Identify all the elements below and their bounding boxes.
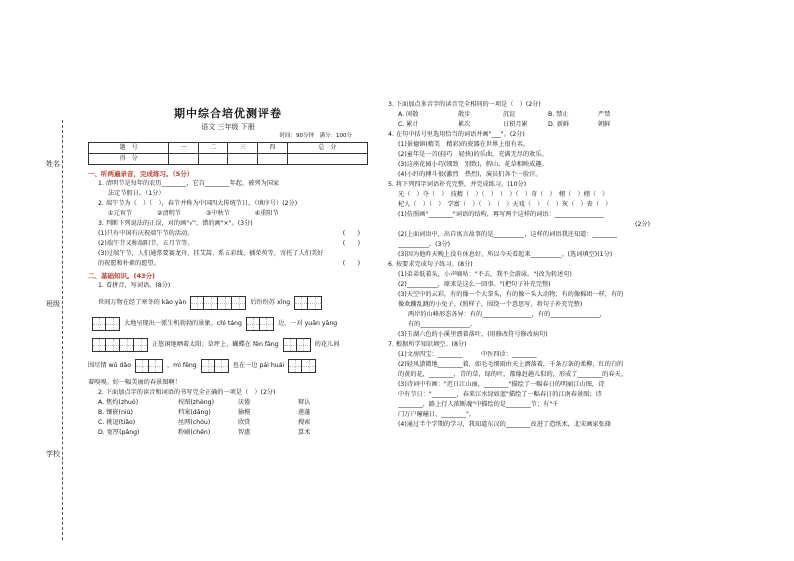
question-text: (3)因为他昨天晚上没有休息好，所以今天看起来__________。(选词填空)(1分) bbox=[398, 251, 613, 258]
question-text: (1)弟弟低着头，小声嘀咕："不去，我不会游泳。"(改为转述句) bbox=[398, 271, 572, 278]
writing-boxes[interactable] bbox=[288, 359, 316, 373]
option-row bbox=[88, 418, 368, 428]
option-item: 粉刷(chēn) bbox=[178, 429, 211, 436]
question-text: 门万户曈曈日，________"。 bbox=[398, 411, 476, 418]
question-text: (4)通过半个学期的学习，我知道东汉的________改进了造纸术，北宋画家张择 bbox=[398, 421, 611, 428]
option-item: 档案(dǎng) bbox=[178, 409, 211, 416]
idiom-fill-row[interactable]: 光（ ）夺（ ） 技精（ ）（ ） （ ）（ ）奇（ ） 栩（ ）栩（ ） bbox=[398, 191, 609, 198]
writing-boxes[interactable] bbox=[92, 317, 120, 331]
right-column bbox=[388, 100, 658, 430]
binding-strip bbox=[38, 120, 74, 540]
judge-answer[interactable]: ( ) bbox=[342, 260, 360, 267]
option-item: 散步 bbox=[458, 111, 471, 118]
question-text: (2)__________，原来是这么一回事。"(把句子补充完整) bbox=[398, 281, 551, 288]
score-cell: 得 分 bbox=[89, 154, 169, 165]
question-text: (2)轻风潇微地________着，如毛毛细雨由天上洒落着，千条万条的柔柳，红的白的 bbox=[398, 361, 624, 368]
question-text: 2. 下面加点字的读音和词语的书写完全正确的一项是（ ）(2分) bbox=[98, 389, 276, 396]
question-text: (1)文房四宝：________ 中医四诊：________ bbox=[398, 351, 537, 358]
option-item: 辩认 bbox=[298, 399, 311, 406]
score-cell: 四 bbox=[258, 143, 288, 154]
question-text: 着嗅嗅。好一幅美丽的春景图啊！ bbox=[88, 379, 181, 386]
score-table-header-row bbox=[89, 143, 368, 154]
judge-item bbox=[88, 259, 368, 269]
option-item: D. 宽厚(pāng) bbox=[98, 429, 140, 436]
left-column bbox=[88, 100, 368, 438]
writing-boxes[interactable] bbox=[201, 359, 229, 373]
option-item: 朝鲜 bbox=[598, 121, 611, 128]
question-text: 4. 在句中括号里选用恰当的词语并画"___"。(2分) bbox=[388, 131, 525, 138]
question-text: (1)景德镇(精美 精彩)的瓷器在世界上很有名。 bbox=[398, 141, 530, 148]
score-input-cell[interactable] bbox=[287, 154, 367, 165]
question-text: 1. 看拼音，写词语。(8分) bbox=[98, 282, 171, 289]
option-item: 丝网(chóu) bbox=[178, 419, 211, 426]
option-item: 莲蓬 bbox=[298, 409, 311, 416]
pinyin-row bbox=[88, 336, 368, 354]
judge-answer[interactable]: ( ) bbox=[342, 230, 360, 237]
score-cell: 三 bbox=[228, 143, 258, 154]
pinyin-text: 后纷纷苏 xǐng bbox=[250, 299, 291, 306]
pinyin-text: 世间万物在经了寒冬的 kào yàn bbox=[98, 299, 187, 306]
pinyin-row bbox=[88, 357, 368, 375]
question-text: 1. 清明节是每年的农历________，它自________年起，被列为国家 bbox=[98, 180, 280, 187]
question-options: ①元宵节 ②清明节 ③中秋节 ④重阳节 bbox=[108, 210, 279, 217]
question-text: 中有节日："________，春来江水绿如蓝"描绘了一幅春日的江南春景图；诗 bbox=[398, 391, 602, 398]
option-item: 搜索 bbox=[298, 419, 311, 426]
option-row bbox=[388, 110, 658, 120]
score-input-cell[interactable] bbox=[258, 154, 288, 165]
judge-text: 的祝愿和朴素的愿望。 bbox=[98, 260, 160, 267]
question-text: __________。(3分) bbox=[398, 241, 451, 248]
question-text: (2)上面词语中，出自寓言故事的是__________，这样的词语我还知道：________ bbox=[398, 231, 618, 238]
question-text: 7. 根据所学知识填空。(8分) bbox=[388, 341, 467, 348]
pinyin-text: 大地呈现出一派生机勃勃的景象。chì táng bbox=[124, 320, 242, 327]
question-text: (3)玉湖六色的小溪里漂着落叶。(用修改符号修改病句) bbox=[398, 331, 548, 338]
question-text: 2. 端午节为（ ）（ ），春节并称为中国四大传统节日。（填序号）(2分) bbox=[98, 200, 298, 207]
pinyin-text: 的花儿间 bbox=[314, 341, 340, 348]
option-item: A. 焦灼(zhuó) bbox=[98, 399, 139, 406]
question-text: 3. 下面加点多音字的读音完全相同的一项是（ ）(2分) bbox=[388, 101, 541, 108]
score-table bbox=[88, 142, 368, 165]
page-subtitle: 语文 三年级 下册 bbox=[201, 123, 255, 131]
writing-boxes[interactable] bbox=[246, 317, 274, 331]
question-text: 有的________________。 bbox=[408, 321, 477, 328]
option-item: 智惠 bbox=[238, 429, 251, 436]
writing-boxes[interactable] bbox=[92, 338, 148, 352]
option-row bbox=[88, 398, 368, 408]
question-text: 法定节假日。（1分） bbox=[108, 190, 165, 197]
question-text: (1)仿照画"________"词语的结构，再写两个这样的词语：________________ bbox=[398, 211, 605, 218]
exam-meta: 时间：90分钟 满分：100分 bbox=[279, 133, 352, 139]
option-item: B. 镶嵌(niù) bbox=[98, 409, 133, 416]
binding-name-label: 姓名 bbox=[46, 160, 60, 168]
question-text: (3)这座花园小巧(细致 别致)，假山、花草相映成趣。 bbox=[398, 161, 548, 168]
option-item: 偷模 bbox=[238, 409, 251, 416]
score-table-score-row bbox=[89, 154, 368, 165]
writing-boxes[interactable] bbox=[190, 296, 246, 310]
question-text: (3)天空中的云彩，有的像一个大拳头，有的像一头大动物；有的像棉团一样，有的 bbox=[398, 291, 624, 298]
option-item: 按图(zhèng) bbox=[178, 399, 215, 406]
judge-answer[interactable]: ( ) bbox=[342, 240, 360, 247]
score-cell: 题 号 bbox=[89, 143, 169, 154]
page-title: 期中综合培优测评卷 bbox=[174, 107, 282, 120]
question-text: 的黄的花，________，青的草，绿的叶，都像赶趟儿似的，形成了________的春天。 bbox=[398, 371, 627, 378]
binding-school-label: 学校 bbox=[46, 450, 60, 458]
option-item: 算术 bbox=[298, 429, 311, 436]
score-input-cell[interactable] bbox=[198, 154, 228, 165]
question-text: (3)诗词中有画："迟日江山丽，________"描绘了一幅春日的明丽江山图，诗 bbox=[398, 381, 605, 388]
pinyin-text: 边，一对 yuān yāng bbox=[277, 320, 338, 327]
option-item: D. 新鲜 bbox=[548, 121, 570, 128]
score-cell: 总 分 bbox=[287, 143, 367, 154]
section-two-title: 二、基础知识。(43分) bbox=[88, 272, 155, 280]
option-item: 日积月累 bbox=[503, 121, 528, 128]
option-item: C. 挑逗(tiǎo) bbox=[98, 419, 136, 426]
writing-boxes[interactable] bbox=[283, 338, 311, 352]
option-item: 严禁 bbox=[598, 111, 611, 118]
question-text: (2)童年是一首(轻巧 轻快)的乐曲，充满无尽的欢乐。 bbox=[398, 151, 548, 158]
question-text: 3. 判断下列说法的正误，对的画"√"，错的画"×"。(3分) bbox=[98, 220, 253, 227]
question-text: ________，路上行人欲断魂"中描绘的是________节；有"千 bbox=[398, 401, 559, 408]
writing-boxes[interactable] bbox=[294, 296, 322, 310]
judge-text: (1)只有中国有庆祝端午节的活动。 bbox=[98, 230, 194, 237]
points-label: (2分) bbox=[635, 221, 650, 228]
pinyin-text: 围尽情 wǔ dǎo bbox=[88, 362, 131, 369]
pinyin-text: 正悠闲地晒着太阳；草坪上，蝴蝶在 fēn fāng bbox=[152, 341, 279, 348]
judge-item bbox=[88, 239, 368, 249]
option-item: C. 累计 bbox=[398, 121, 419, 128]
question-text: 像欢蹦乱跳的小兔子。(照样子，围绕一个意思写，将句子补充完整) bbox=[398, 301, 583, 308]
section-one-title: 一、听两遍录音，完成练习。（5分） bbox=[88, 170, 194, 178]
option-item: 沉淀 bbox=[503, 111, 516, 118]
pinyin-text: 也在一边 pái huái bbox=[232, 362, 285, 369]
judge-text: (2)端午节又称端阳节、五月节等。 bbox=[98, 240, 194, 247]
score-cell: 一 bbox=[169, 143, 199, 154]
idiom-fill-row[interactable]: 杞人（ ）（ ） 学富（ ）（ ） （ ）天戏（ ） （ ）灰（ ）丧（ ） bbox=[398, 201, 612, 208]
question-text: 6. 按要求完成句子练习。(8分) bbox=[388, 261, 473, 268]
score-input-cell[interactable] bbox=[228, 154, 258, 165]
pinyin-text: ，mì fēng bbox=[166, 362, 197, 369]
option-row bbox=[88, 408, 368, 418]
judge-item bbox=[88, 229, 368, 239]
pinyin-row bbox=[88, 315, 368, 333]
option-item: 累次 bbox=[458, 121, 471, 128]
pinyin-row bbox=[88, 294, 368, 312]
option-item: A. 闲散 bbox=[398, 111, 419, 118]
binding-class-label: 班级 bbox=[46, 300, 60, 308]
option-row bbox=[388, 120, 658, 130]
option-item: B. 禁止 bbox=[548, 111, 569, 118]
question-text: 5. 将下列四字词语补充完整，并完成练习。(10分) bbox=[388, 181, 527, 188]
writing-boxes[interactable] bbox=[135, 359, 163, 373]
judge-text: (3)过端午节，人们通常要赛龙舟、挂艾蒿、系五彩线、插茱萸等，寄托了人们美好 bbox=[98, 250, 324, 257]
option-item: 欣赏 bbox=[238, 419, 251, 426]
score-input-cell[interactable] bbox=[169, 154, 199, 165]
binding-line bbox=[62, 120, 63, 540]
option-row bbox=[88, 428, 368, 438]
score-cell: 二 bbox=[198, 143, 228, 154]
option-item: 厌倦 bbox=[238, 399, 251, 406]
question-text: (4)小纤的搏斗很(激烈 热烈)，演员们各个一脸汗。 bbox=[398, 171, 542, 178]
question-text: 两岸的山峰形态各异：有的________________，有的________________， bbox=[408, 311, 606, 318]
